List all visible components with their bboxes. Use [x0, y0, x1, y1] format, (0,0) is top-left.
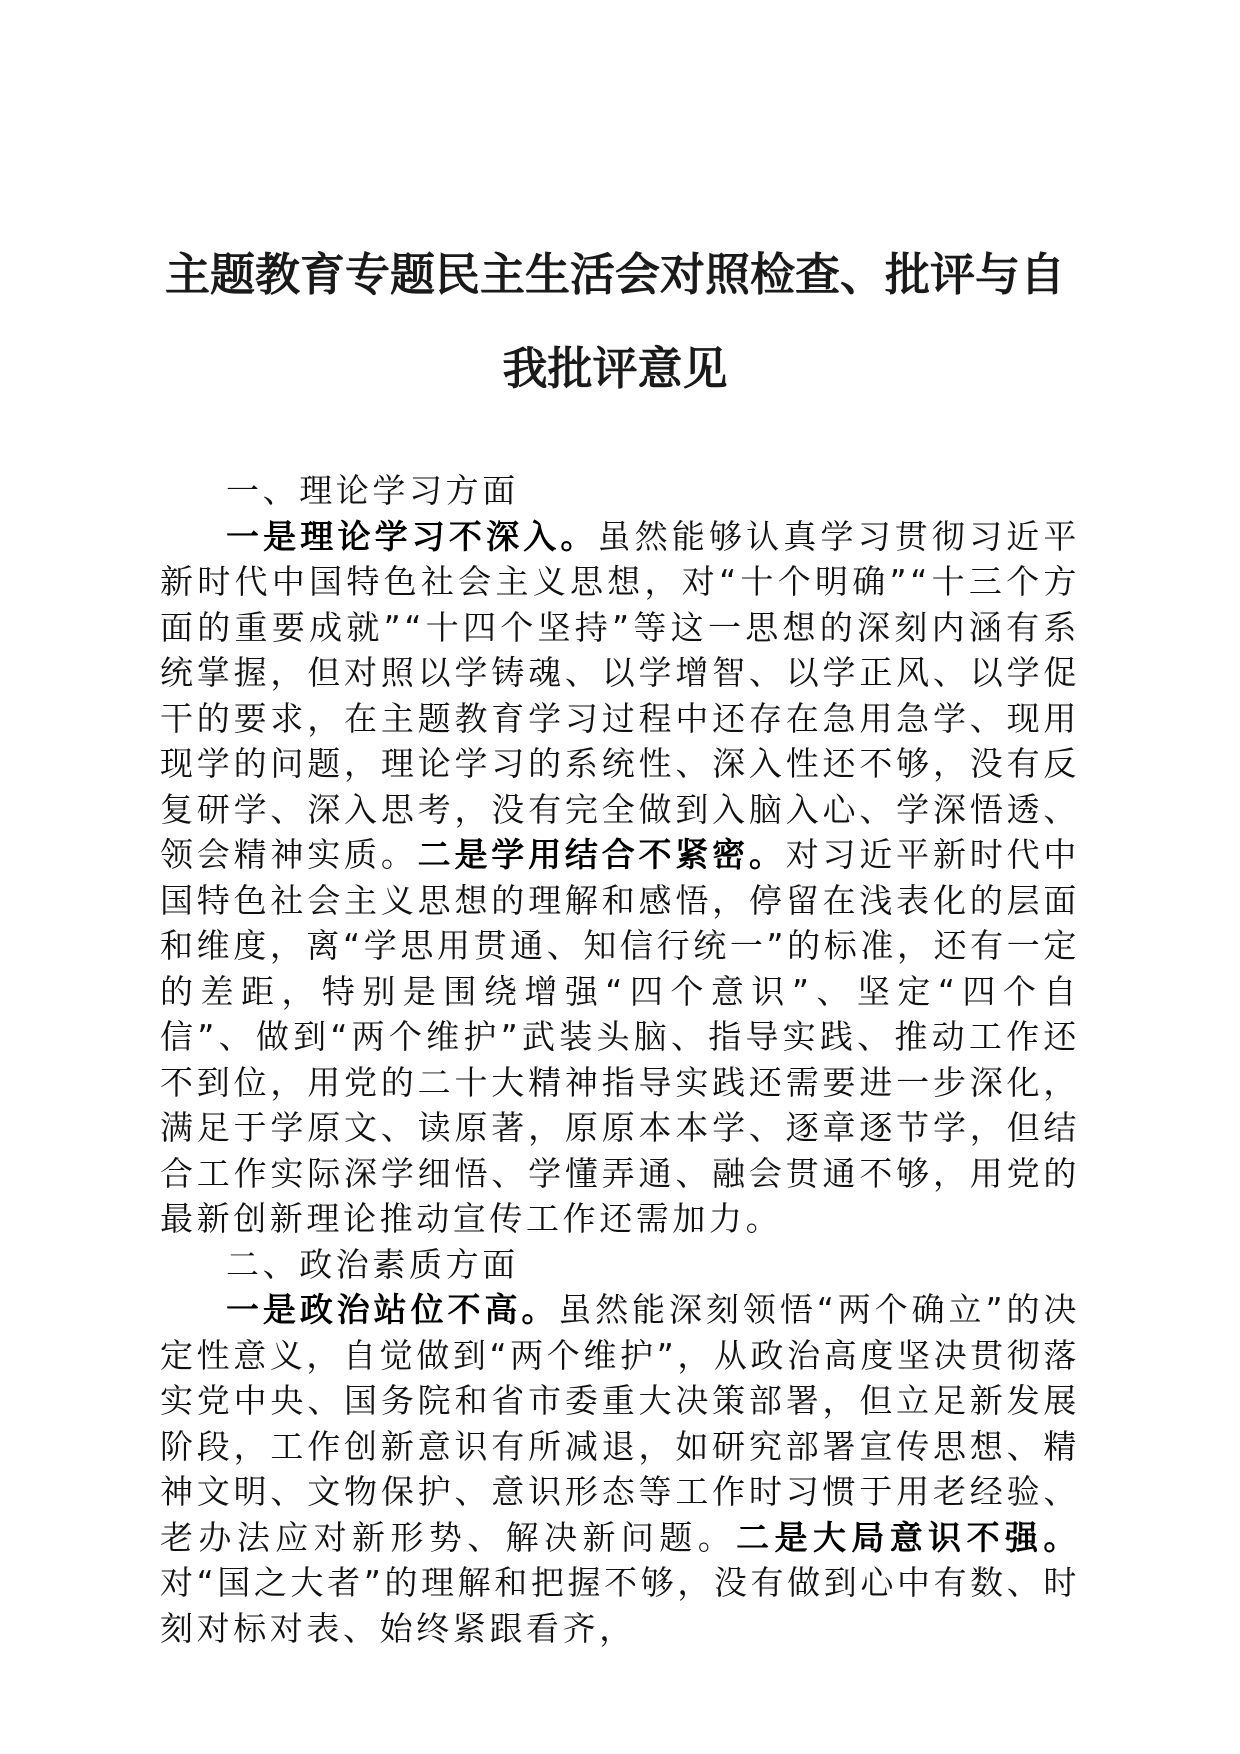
title-line-2: 我批评意见 [502, 342, 728, 395]
point-title-4: 二是大局意识不强。 [736, 1517, 1081, 1557]
section-heading-theory-study: 一、理论学习方面 [226, 471, 519, 510]
paragraph-theory-study [160, 514, 1080, 1242]
point-title-1: 一是理论学习不深入。 [226, 516, 598, 556]
paragraph-political-quality [160, 1287, 1080, 1651]
point-text-3: 虽然能深刻领悟“两个确立”的决定性意义，自觉做到“两个维护”，从政治高度坚决贯彻落实党中央、国务院和省市委重大决策部署，但立足新发展阶段，工作创新意识有所减退，如研究部署宣传思想、精神文明、文物保护、意识形态等工作时习惯于用老经验、老办法应对新形势、解决新问题。 [160, 1290, 1080, 1557]
point-text-1: 虽然能够认真学习贯彻习近平新时代中国特色社会主义思想，对“十个明确”“十三个方面的重要成就”“十四个坚持”等这一思想的深刻内涵有系统掌握，但对照以学铸魂、以学增智、以学正风、以学促干的要求，在主题教育学习过程中还存在急用急学、现用现学的问题，理论学习的系统性、深入性还不够，没有反复研学、深入思考，没有完全做到入脑入心、学深悟透、领会精神实质。 [160, 516, 1080, 874]
point-text-2: 对习近平新时代中国特色社会主义思想的理解和感悟，停留在浅表化的层面和维度，离“学思用贯通、知信行统一”的标准，还有一定的差距，特别是围绕增强“四个意识”、坚定“四个自信”、做到“两个维护”武装头脑、指导实践、推动工作还不到位，用党的二十大精神指导实践还需要进一步深化，满足于学原文、读原著，原原本本学、逐章逐节学，但结合工作实际深学细悟、学懂弄通、融会贯通不够，用党的最新创新理论推动宣传工作还需加力。 [160, 835, 1080, 1238]
section-heading-political-quality: 二、政治素质方面 [226, 1244, 519, 1284]
title-line-1: 主题教育专题民主生活会对照检查、批评与自 [164, 248, 1065, 301]
point-text-4: 对“国之大者”的理解和把握不够，没有做到心中有数、时刻对标对表、始终紧跟看齐， [160, 1563, 1080, 1648]
document-body [160, 468, 1080, 1651]
point-title-3: 一是政治站位不高。 [226, 1290, 559, 1329]
point-title-2: 二是学用结合不紧密。 [417, 835, 786, 874]
document-title [150, 228, 1080, 416]
